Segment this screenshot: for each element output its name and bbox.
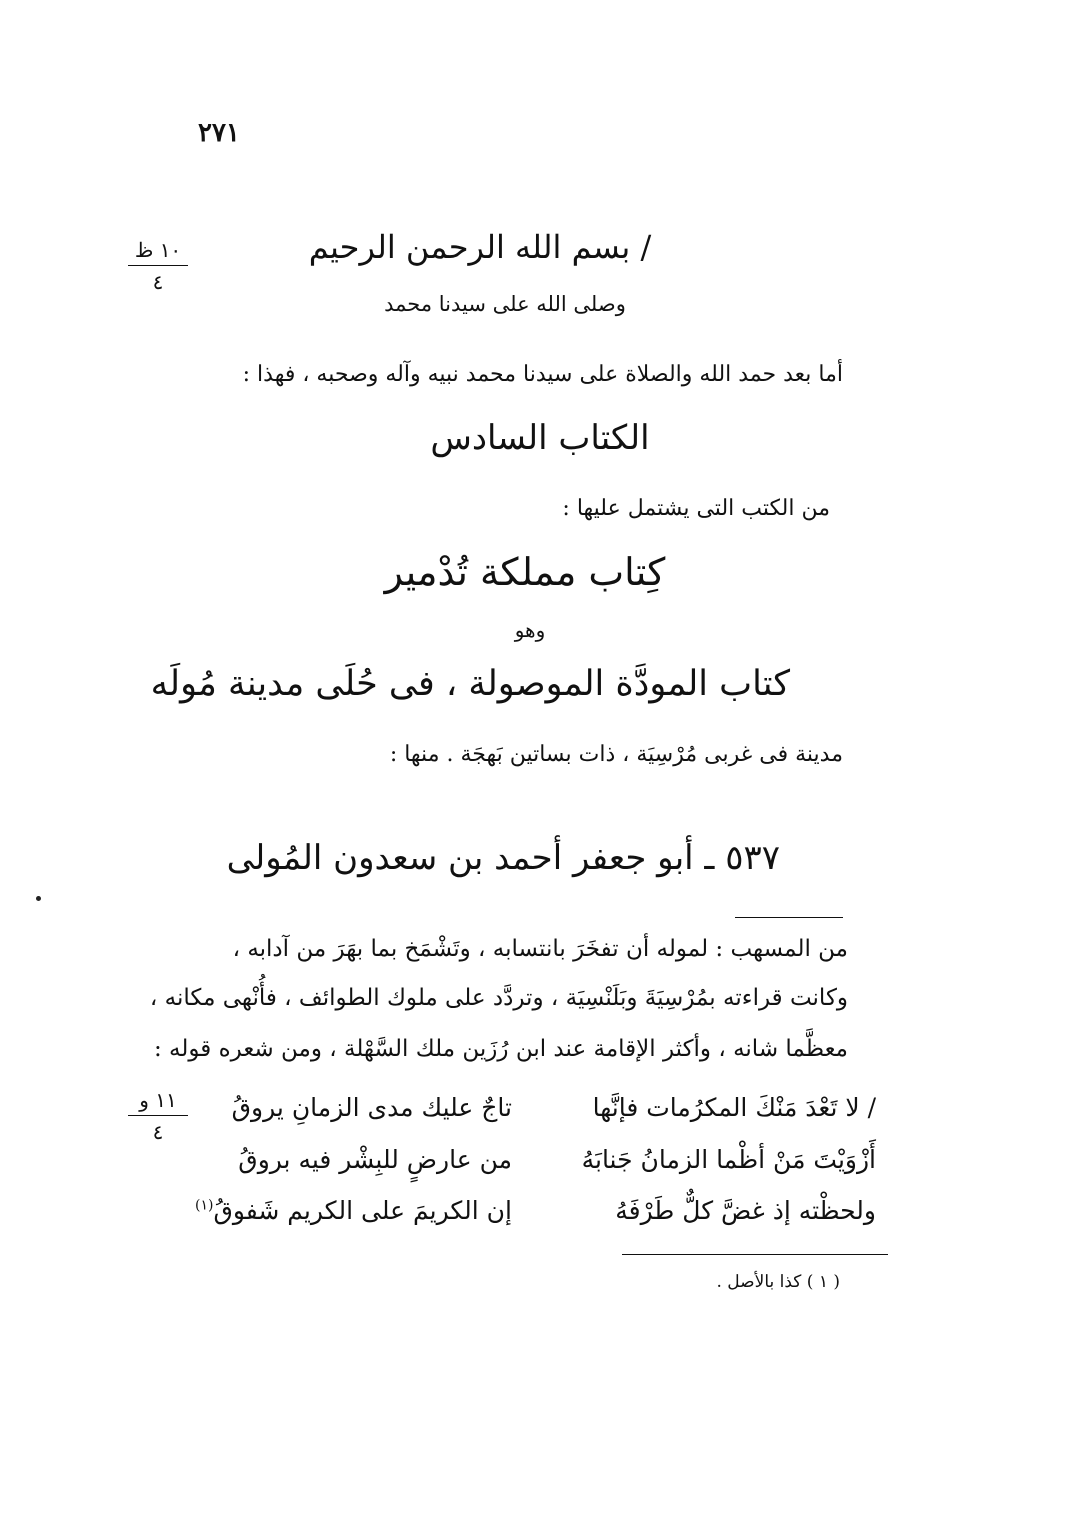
city-description: مدينة فى غربى مُرْسِيَة ، ذات بساتين بَهجَة . منها : — [389, 742, 843, 767]
margin-dot — [36, 896, 41, 901]
footnote-rule — [622, 1254, 888, 1255]
margin-folio-quire: ٤ — [152, 270, 164, 294]
margin-folio-quire: ٤ — [152, 1120, 164, 1144]
heading-rule — [735, 917, 843, 918]
section-title: كتاب المودَّة الموصولة ، فى حُلَى مدينة مُولَه — [150, 664, 790, 704]
verse-second-hemistich — [195, 1196, 512, 1225]
intro-line: أما بعد حمد الله والصلاة على سيدنا محمد نبيه وآله وصحبه ، فهذا : — [242, 362, 843, 387]
margin-folio-rule — [128, 1115, 188, 1116]
basmala: / بسم الله الرحمن الرحيم — [308, 228, 652, 266]
verse-second-hemistich: تاجٌ عليك مدى الزمانِ يروقُ — [231, 1093, 512, 1122]
verse-first-hemistich: ولحظْته إذ غضَّ كلٌّ طَرْفَهُ — [615, 1196, 876, 1225]
book-title: الكتاب السادس — [430, 418, 650, 458]
paragraph-line: من المسهب : لموله أن تفخَرَ بانتسابه ، وتَشْمَخ بما بهَرَ من آدابه ، — [232, 936, 848, 962]
margin-folio-number: ١٠ ظ — [134, 238, 182, 262]
salawat-line: وصلى الله على سيدنا محمد — [384, 292, 626, 316]
kingdom-title: كِتاب مملكة تُدْمير — [384, 550, 666, 594]
verse-second-hemistich: من عارضٍ للبِشْر فيه بروقُ — [238, 1145, 512, 1174]
margin-folio-note — [128, 240, 188, 292]
margin-folio-note — [128, 1090, 188, 1142]
page-number: ٢٧١ — [198, 118, 240, 148]
footnote-marker: (١) — [194, 1197, 214, 1214]
verse-first-hemistich: أَزْوَيْتَ مَنْ أظْما الزمانُ جَنابَهُ — [581, 1145, 876, 1174]
margin-folio-number: ١١ و — [139, 1088, 177, 1112]
verse-text: إن الكريمَ على الكريم شَفوقُ — [213, 1196, 512, 1225]
from-books-line: من الكتب التى يشتمل عليها : — [562, 496, 830, 521]
paragraph-line: معظَّما شانه ، وأكثر الإقامة عند ابن رُزَين ملك السَّهْلة ، ومن شعره قوله : — [154, 1036, 848, 1062]
entry-heading: ٥٣٧ ـ أبو جعفر أحمد بن سعدون المُولى — [226, 838, 780, 878]
verse-first-hemistich: / لا تَعْدَ مَنْكَ المكرُمات فإنَّها — [592, 1093, 876, 1122]
margin-folio-rule — [128, 265, 188, 266]
paragraph-line: وكانت قراءته بمُرْسِيَةَ وبَلَنْسِيَة ، وتردَّد على ملوك الطوائف ، فأُنْهى مكانه ، — [149, 985, 848, 1011]
footnote: ( ١ ) كذا بالأصل . — [716, 1272, 840, 1292]
connector-word: وهو — [514, 618, 546, 642]
